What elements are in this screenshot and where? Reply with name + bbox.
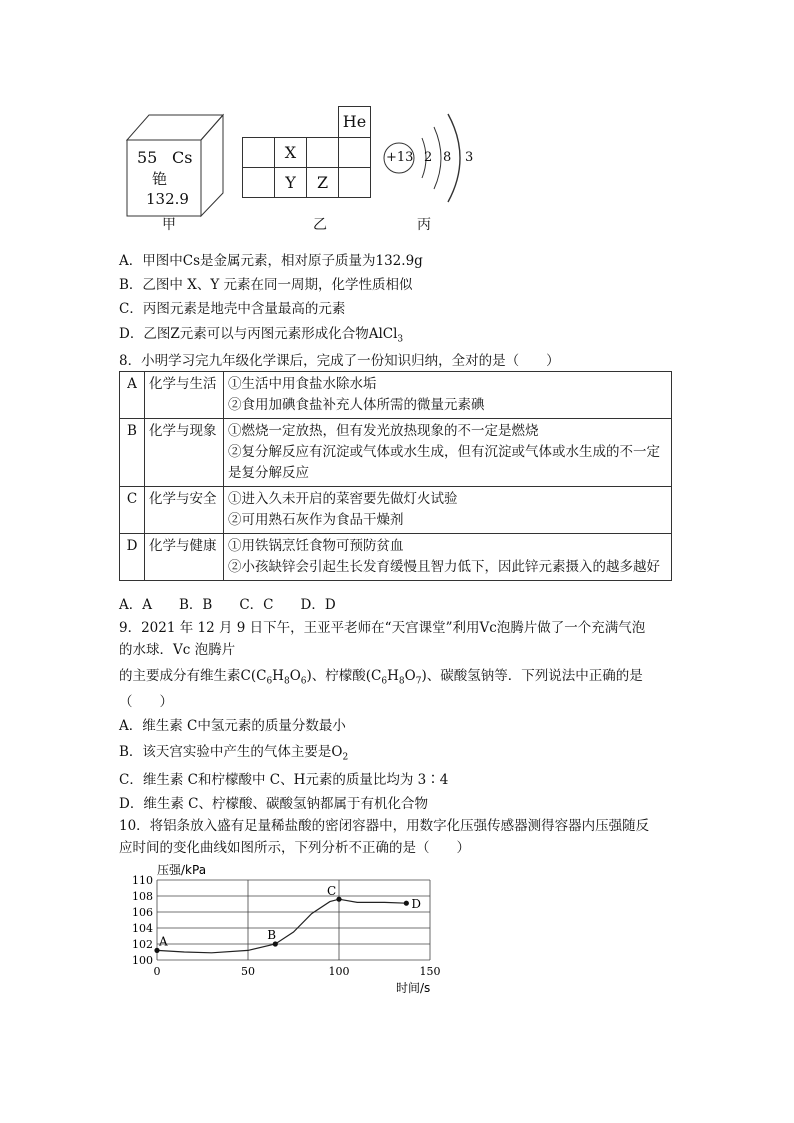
y-tick-label: 110 — [132, 874, 153, 887]
x-tick-label: 50 — [241, 965, 255, 978]
alcl3-subscript: 3 — [397, 334, 404, 345]
row-item: ②复分解反应有沉淀或气体或水生成，但有沉淀或气体或水生成的不一定是复分解反应 — [228, 444, 660, 481]
subscript: 8 — [283, 676, 290, 687]
q7-option-a: A．甲图中Cs是金属元素，相对原子质量为132.9g — [119, 253, 423, 269]
y-tick-label: 100 — [132, 954, 153, 967]
row-item: ①燃烧一定放热，但有发光放热现象的不一定是燃烧 — [228, 423, 539, 439]
q8-stem: 8．小明学习完九年级化学课后，完成了一份知识归纳，全对的是（ ） — [119, 353, 560, 369]
nucleus-charge: +13 — [386, 150, 414, 165]
element-z: Z — [306, 167, 339, 198]
caption-jia: 甲 — [162, 217, 176, 233]
point-label: A — [159, 934, 168, 949]
row-letter: B — [120, 419, 145, 487]
row-item: ①进入久未开启的菜窖要先做灯火试验 — [228, 491, 458, 507]
row-topic: 化学与健康 — [145, 534, 224, 581]
o2-subscript: 2 — [342, 752, 349, 763]
q9-option-d: D．维生素 C、柠檬酸、碳酸氢钠都属于有机化合物 — [119, 796, 428, 812]
caption-bing: 丙 — [417, 217, 431, 233]
row-item: ①用铁锅烹饪食物可预防贫血 — [228, 538, 404, 554]
text-run: O — [404, 668, 416, 684]
element-y: Y — [274, 167, 307, 198]
row-items — [224, 534, 672, 581]
subscript: 6 — [300, 676, 307, 687]
row-item: ②食用加碘食盐补充人体所需的微量元素碘 — [228, 397, 485, 413]
pressure-time-chart — [120, 860, 450, 1005]
q7-option-d — [119, 322, 403, 345]
data-point — [404, 901, 409, 906]
row-items — [224, 372, 672, 419]
cs-mass: 132.9 — [146, 190, 189, 208]
x-tick-label: 100 — [328, 965, 350, 978]
text-run: )、碳酸氢钠等．下列说法中正确的是 — [421, 668, 643, 684]
x-axis-label: 时间/s — [396, 981, 431, 995]
row-items — [224, 419, 672, 487]
q9-option-b — [119, 740, 348, 763]
q7-option-d-text: D．乙图Z元素可以与丙图元素形成化合物AlCl — [119, 326, 398, 342]
shell-2-count: 8 — [443, 150, 452, 165]
row-topic: 化学与生活 — [145, 372, 224, 419]
pressure-curve — [157, 899, 406, 953]
q9-stem-1: 9．2021 年 12 月 9 日下午，王亚平老师在“天宫课堂”利用Vc泡腾片做了一个充满气泡 — [119, 620, 646, 636]
q8-options: A．A B．B C．C D．D — [119, 597, 336, 613]
table-row — [120, 372, 672, 419]
row-letter: D — [120, 534, 145, 581]
q10-stem-2: 应时间的变化曲线如图所示，下列分析不正确的是（ ） — [119, 840, 470, 856]
text-run: 的主要成分有维生素C(C — [119, 668, 267, 684]
row-topic: 化学与现象 — [145, 419, 224, 487]
cs-symbol: Cs — [172, 148, 193, 167]
data-point — [336, 897, 341, 902]
element-x: X — [274, 137, 307, 168]
row-letter: A — [120, 372, 145, 419]
y-tick-label: 102 — [132, 938, 153, 951]
y-tick-label: 104 — [132, 922, 153, 935]
cs-name: 铯 — [152, 170, 168, 188]
q7-option-b: B．乙图中 X、Y 元素在同一周期，化学性质相似 — [119, 277, 413, 293]
q9-option-a: A．维生素 C中氢元素的质量分数最小 — [119, 718, 346, 734]
cs-atomic-number: 55 — [137, 148, 158, 167]
row-item: ①生活中用食盐水除水垢 — [228, 376, 377, 392]
data-point — [273, 941, 278, 946]
q9-option-c: C．维生素 C和柠檬酸中 C、H元素的质量比均为 3∶4 — [119, 772, 449, 788]
caption-yi: 乙 — [313, 217, 327, 233]
y-axis-label: 压强/kPa — [157, 863, 207, 877]
element-he: He — [338, 106, 371, 138]
y-tick-label: 108 — [132, 890, 153, 903]
text-run: H — [272, 668, 284, 684]
subscript: 8 — [398, 676, 405, 687]
q8-table — [119, 371, 672, 581]
subscript: 6 — [381, 676, 388, 687]
q7-option-c: C．丙图元素是地壳中含量最高的元素 — [119, 301, 346, 317]
x-tick-label: 150 — [419, 965, 441, 978]
table-row — [120, 487, 672, 534]
data-point — [154, 948, 159, 953]
text-run: H — [387, 668, 399, 684]
shell-1-count: 2 — [424, 150, 433, 165]
x-tick-label: 0 — [153, 965, 161, 978]
text-run: O — [289, 668, 301, 684]
y-tick-label: 106 — [132, 906, 153, 919]
row-item: ②可用熟石灰作为食品干燥剂 — [228, 512, 404, 528]
row-topic: 化学与安全 — [145, 487, 224, 534]
table-row — [120, 419, 672, 487]
row-item: ②小孩缺锌会引起生长发育缓慢且智力低下，因此锌元素摄入的越多越好 — [228, 559, 660, 575]
text-run: B．该天宫实验中产生的气体主要是O — [119, 744, 343, 760]
point-label: C — [327, 884, 337, 899]
row-items — [224, 487, 672, 534]
subscript: 6 — [266, 676, 273, 687]
point-label: D — [411, 897, 421, 912]
shell-3-count: 3 — [465, 150, 474, 165]
q10-stem-1: 10．将铝条放入盛有足量稀盐酸的密闭容器中，用数字化压强传感器测得容器内压强随反 — [119, 818, 650, 834]
subscript: 7 — [415, 676, 422, 687]
table-row — [120, 534, 672, 581]
q9-stem-3 — [119, 664, 643, 687]
q9-stem-2: 的水球．Vc 泡腾片 — [119, 642, 236, 658]
q9-blank: （ ） — [119, 694, 173, 710]
row-letter: C — [120, 487, 145, 534]
text-run: )、柠檬酸(C — [306, 668, 382, 684]
point-label: B — [267, 928, 277, 942]
